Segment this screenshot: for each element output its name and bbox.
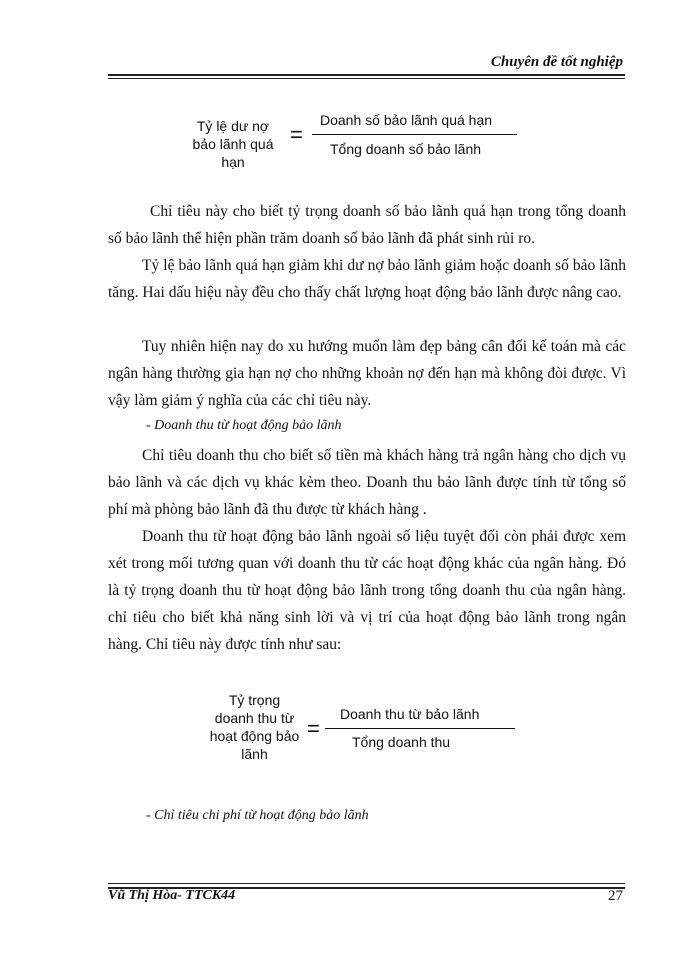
footer-author: Vũ Thị Hòa- TTCK44 bbox=[108, 888, 236, 903]
equals-sign: = bbox=[307, 716, 320, 741]
formula-label-line: Tỷ lệ dư nợ bbox=[196, 118, 270, 134]
fraction-bar bbox=[325, 728, 515, 729]
header-title: Chuyên đề tốt nghiệp bbox=[490, 54, 623, 70]
formula-label-line: hoạt động bảo bbox=[209, 728, 300, 744]
paragraph: Chỉ tiêu này cho biết tỷ trọng doanh số bảo lãnh quá hạn trong tổng doanh số bảo lãnh thể hiện phần trăm doanh số bảo lãnh đã phát sinh rủi ro. bbox=[108, 203, 626, 247]
formula-label-line: doanh thu từ bbox=[214, 710, 295, 726]
paragraph: Doanh thu từ hoạt động bảo lãnh ngoài số liệu tuyệt đối còn phải được xem xét trong mối tương quan với doanh thu từ các hoạt động khác của ngân hàng. Đó là tỷ trọng doanh thu từ hoạt động bảo lãnh trong tổng doanh thu của ngân hàng. chỉ tiêu cho biết khả năng sinh lời và vị trí của hoạt động bảo lãnh trong ngân hàng. Chỉ tiêu này được tính như sau: bbox=[108, 528, 626, 653]
formula-numerator: Doanh số bảo lãnh quá hạn bbox=[320, 112, 493, 128]
page-number: 27 bbox=[608, 888, 623, 904]
formula-denominator: Tổng doanh thu bbox=[352, 734, 451, 750]
formula-label bbox=[202, 691, 307, 763]
equals-sign: = bbox=[290, 122, 303, 147]
formula-label-line: hạn bbox=[221, 154, 245, 170]
formula-denominator: Tổng doanh số bảo lãnh bbox=[330, 141, 482, 157]
paragraph: Chỉ tiêu doanh thu cho biết số tiền mà khách hàng trả ngân hàng cho dịch vụ bảo lãnh và các dịch vụ khác kèm theo. Doanh thu bảo lãnh được tính từ tổng số phí mà phòng bảo lãnh đã thu được từ khách hàng . bbox=[108, 447, 626, 518]
formula-label-line: lãnh bbox=[241, 746, 268, 762]
formula-numerator: Doanh thu từ bảo lãnh bbox=[340, 706, 480, 722]
footer-rule-thin bbox=[108, 883, 625, 884]
bullet-revenue: - Doanh thu từ hoạt động bảo lãnh bbox=[146, 418, 342, 433]
formula-label-line: bảo lãnh quá bbox=[192, 136, 274, 152]
formula-label-line: Tỷ trọng bbox=[228, 692, 281, 708]
bullet-cost: - Chỉ tiêu chi phí từ hoạt động bảo lãnh bbox=[146, 808, 369, 823]
paragraph: Tỷ lệ bảo lãnh quá hạn giảm khi dư nợ bảo lãnh giảm hoặc doanh số bảo lãnh tăng. Hai dấu hiệu này đều cho thấy chất lượng hoạt động bảo lãnh được nâng cao. bbox=[108, 257, 626, 301]
paragraph: Tuy nhiên hiện nay do xu hướng muốn làm đẹp bảng cân đối kế toán mà các ngân hàng thường gia hạn nợ cho những khoản nợ đến hạn mà không đòi được. Vì vậy làm giảm ý nghĩa của các chỉ tiêu này. bbox=[108, 338, 626, 409]
